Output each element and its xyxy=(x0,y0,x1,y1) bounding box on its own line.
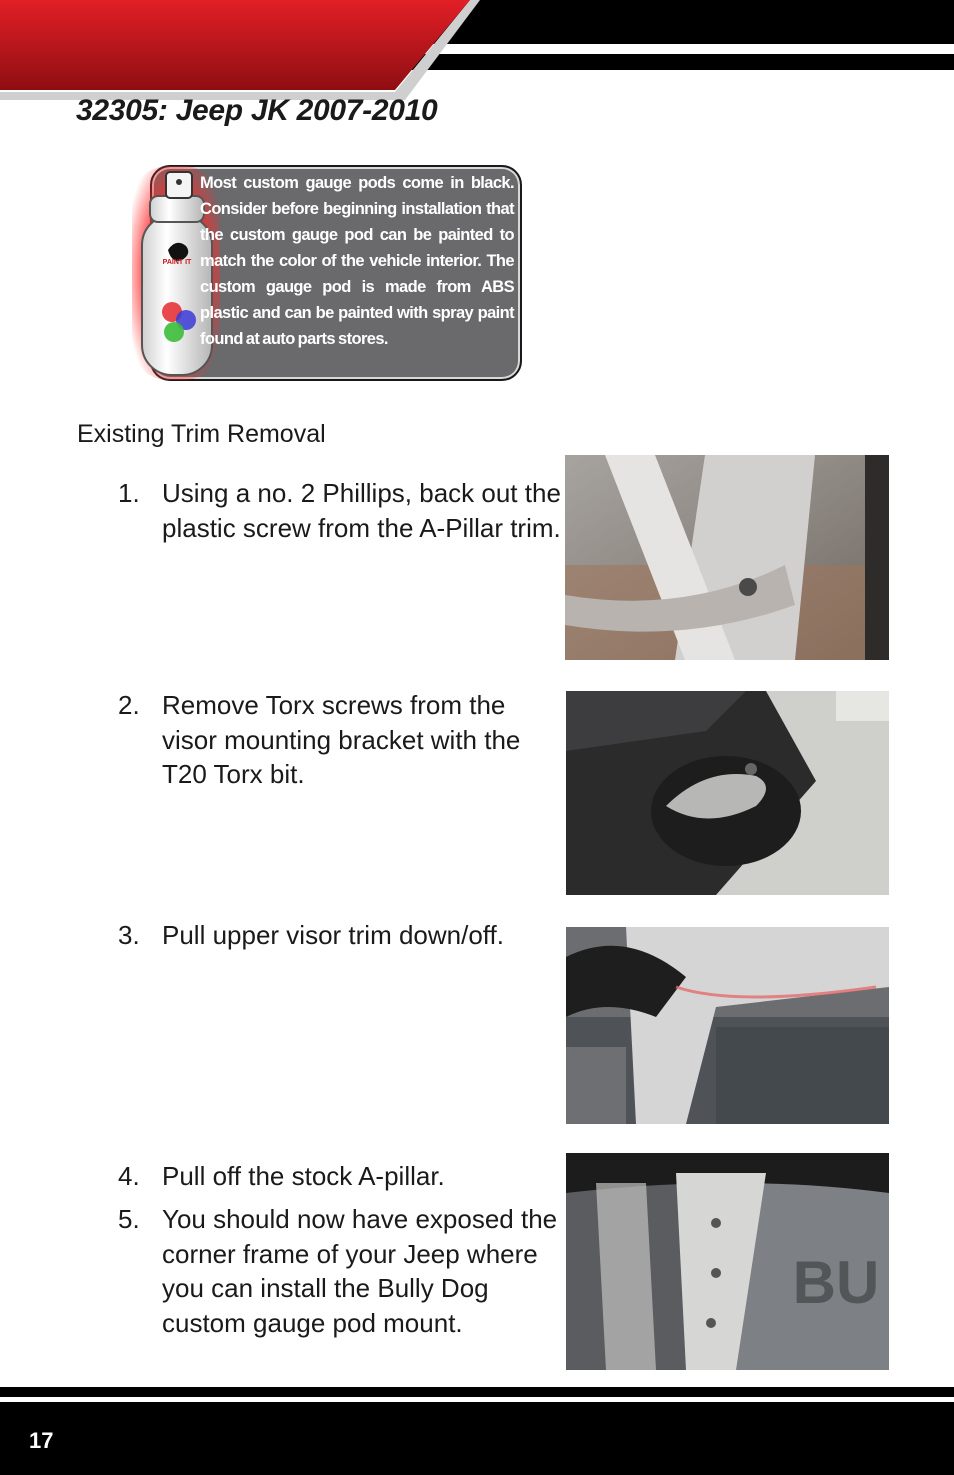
step-text: Pull off the stock A-pillar. xyxy=(162,1161,445,1191)
photo-exposed-frame xyxy=(566,1153,889,1370)
step-number: 1. xyxy=(118,478,140,508)
step-1 xyxy=(118,476,568,545)
header-banner xyxy=(0,0,954,100)
step-text: Remove Torx screws from the visor mounting bracket with the T20 Torx bit. xyxy=(162,690,521,789)
step-number: 3. xyxy=(118,920,140,950)
step-4 xyxy=(118,1159,568,1194)
photo-visor-trim xyxy=(566,927,889,1124)
photo-visor-bracket xyxy=(566,691,889,895)
svg-text:BU: BU xyxy=(792,1249,880,1316)
tip-text: Most custom gauge pods come in black. Consider before beginning installation that the custom gauge pod can be painted to match the color of the vehicle interior. The custom gauge pod is made from ABS plastic and can be painted with spray paint found at auto parts stores. xyxy=(200,174,514,348)
footer-rule xyxy=(0,1387,954,1397)
header-graphic xyxy=(0,0,954,100)
page-number: 17 xyxy=(29,1428,54,1453)
can-label: PAINT IT xyxy=(162,259,192,266)
photo-a-pillar-screw xyxy=(565,455,889,660)
step-3 xyxy=(118,918,568,953)
section-heading: Existing Trim Removal xyxy=(77,420,326,448)
step-text: You should now have exposed the corner frame of your Jeep where you can install the Bully Dog custom gauge pod mount. xyxy=(162,1204,558,1338)
footer-bar xyxy=(0,1402,954,1475)
step-number: 5. xyxy=(118,1204,140,1234)
step-text: Pull upper visor trim down/off. xyxy=(162,920,504,950)
step-number: 2. xyxy=(118,690,140,720)
step-2 xyxy=(118,688,568,792)
page-title: 32305: Jeep JK 2007-2010 xyxy=(76,94,438,127)
step-number: 4. xyxy=(118,1161,140,1191)
step-text: Using a no. 2 Phillips, back out the plastic screw from the A-Pillar trim. xyxy=(162,478,561,543)
step-5 xyxy=(118,1202,568,1340)
